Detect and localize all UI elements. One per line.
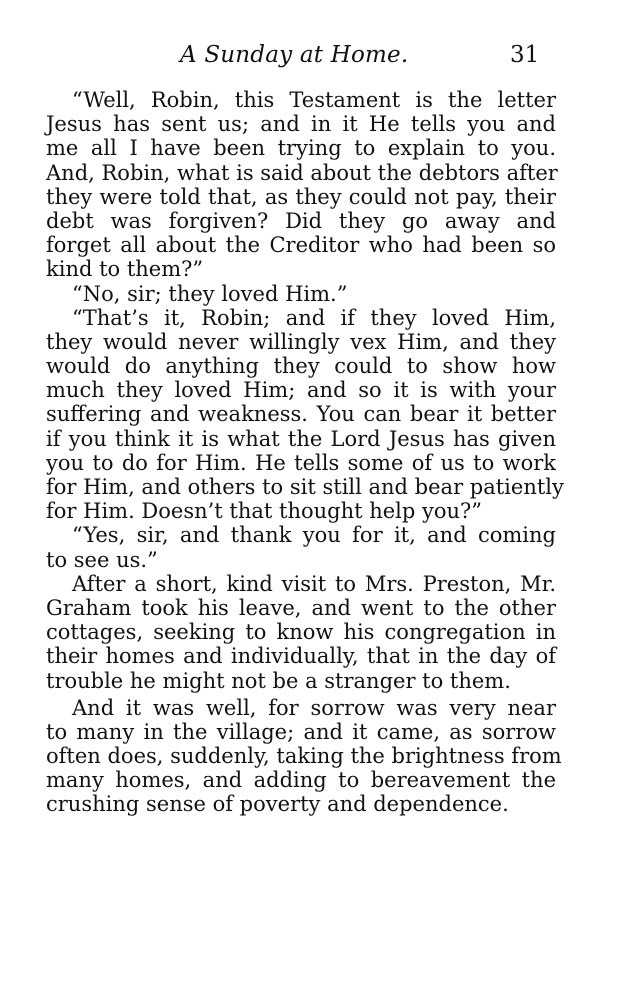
running-head: [0, 42, 622, 76]
page-number: 31: [510, 42, 540, 68]
text-line: would do anything they could to show how: [46, 354, 556, 379]
text-line: you to do for Him. He tells some of us to work: [46, 450, 556, 475]
text-line: they were told that, as they could not pay, their: [46, 184, 556, 209]
text-line: much they loved Him; and so it is with your: [46, 378, 556, 403]
text-line: for Him, and others to sit still and bear patiently: [46, 475, 564, 499]
text-line: many homes, and adding to bereavement the: [46, 768, 556, 793]
text-line: “That’s it, Robin; and if they loved Him,: [72, 305, 556, 330]
paragraph: [46, 282, 556, 306]
text-line: if you think it is what the Lord Jesus has given: [46, 426, 556, 451]
text-line: cottages, seeking to know his congregation in: [46, 620, 556, 645]
text-line: often does, suddenly, taking the brightness from: [46, 744, 562, 769]
text-line: suffering and weakness. You can bear it better: [46, 402, 556, 427]
text-line: their homes and individually, that in the day of: [46, 644, 556, 669]
text-line: me all I have been trying to explain to you.: [46, 136, 556, 161]
text-line: Graham took his leave, and went to the other: [46, 595, 556, 620]
text-line: “Well, Robin, this Testament is the letter: [72, 88, 556, 112]
text-line: debt was forgiven? Did they go away and: [46, 208, 556, 233]
paragraph: [46, 305, 564, 524]
text-line: After a short, kind visit to Mrs. Preston, Mr.: [72, 571, 556, 596]
text-line: forget all about the Creditor who had been so: [46, 233, 556, 258]
text-line: And it was well, for sorrow was very near: [72, 695, 556, 720]
text-line: for Him. Doesn’t that thought help you?”: [46, 499, 483, 524]
paragraph: [46, 88, 556, 282]
text-line: they would never willingly vex Him, and they: [46, 329, 556, 354]
text-line: to see us.”: [46, 547, 158, 572]
text-line: And, Robin, what is said about the debtors after: [46, 160, 558, 185]
paragraph: [46, 572, 556, 693]
text-line: crushing sense of poverty and dependence.: [46, 792, 509, 817]
text-line: “Yes, sir, and thank you for it, and coming: [72, 523, 556, 548]
text-line: Jesus has sent us; and in it He tells you and: [46, 112, 556, 137]
paragraph: [46, 523, 556, 571]
text-line: trouble he might not be a stranger to them.: [46, 668, 511, 693]
text-line: to many in the village; and it came, as sorrow: [46, 719, 556, 744]
running-title: A Sunday at Home.: [180, 42, 409, 68]
text-line: kind to them?”: [46, 257, 204, 282]
body-text: [46, 88, 564, 817]
text-line: “No, sir; they loved Him.”: [72, 281, 348, 306]
paragraph: [46, 695, 562, 817]
